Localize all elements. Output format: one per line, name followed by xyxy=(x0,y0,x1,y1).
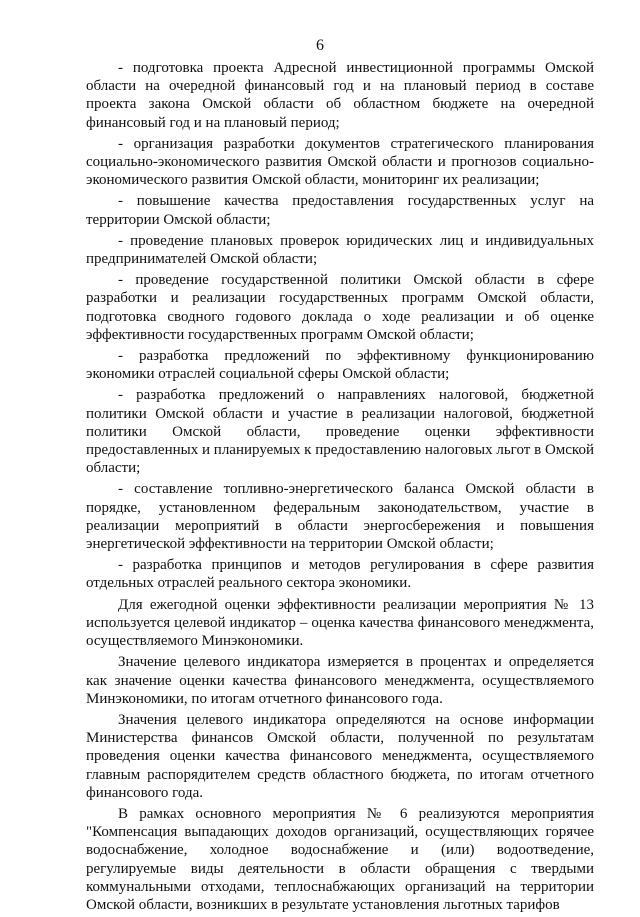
paragraph: - разработка предложений по эффективному функционированию экономики отраслей социальной сферы Омской области; xyxy=(86,348,594,383)
paragraph: - разработка принципов и методов регулирования в сфере развития отдельных отраслей реального сектора экономики. xyxy=(86,557,594,592)
paragraph: В рамках основного мероприятия № 6 реализуются мероприятия "Компенсация выпадающих доходов организаций, осуществляющих горячее водоснабжение, холодное водоснабжение и (или) водоотведение, регулируемые виды деятельности в области обращения с твердыми коммунальными отходами, теплоснабжающих организаций на территории Омской области, возникших в результате установления льготных тарифов xyxy=(86,805,594,913)
paragraph: Значение целевого индикатора измеряется в процентах и определяется как значение оценки качества финансового менеджмента, осуществляемого Минэкономики, по итогам отчетного финансового года. xyxy=(86,654,594,707)
paragraph: - организация разработки документов стратегического планирования социально-экономического развития Омской области и прогнозов социально-экономического развития Омской области, мониторинг их реализации; xyxy=(86,135,594,189)
page-number: 6 xyxy=(316,37,324,54)
document-body xyxy=(86,59,594,917)
paragraph: - проведение государственной политики Омской области в сфере разработки и реализации государственных программ Омской области, подготовка сводного годового доклада о ходе реализации и об оценке эффективности государственных программ Омской области; xyxy=(86,272,594,343)
paragraph: Значения целевого индикатора определяются на основе информации Министерства финансов Омской области, полученной по результатам проведения оценки качества финансового менеджмента, осуществляемого главным распорядителем средств областного бюджета, по итогам отчетного финансового года. xyxy=(86,711,594,801)
paragraph: - повышение качества предоставления государственных услуг на территории Омской области; xyxy=(86,193,594,228)
paragraph: - разработка предложений о направлениях налоговой, бюджетной политики Омской области и участие в реализации налоговой, бюджетной политики Омской области, проведение оценки эффективности предоставленных и планируемых к предоставлению налоговых льгот в Омской области; xyxy=(86,387,594,477)
paragraph: - составление топливно-энергетического баланса Омской области в порядке, установленном федеральным законодательством, участие в реализации мероприятий в области энергосбережения и повышения энергетической эффективности на территории Омской области; xyxy=(86,481,594,553)
paragraph: Для ежегодной оценки эффективности реализации мероприятия № 13 используется целевой индикатор – оценка качества финансового менеджмента, осуществляемого Минэкономики. xyxy=(86,596,594,650)
paragraph: - подготовка проекта Адресной инвестиционной программы Омской области на очередной финансовый год и на плановый период в составе проекта закона Омской области об областном бюджете на очередной финансовый год и на плановый период; xyxy=(86,60,594,131)
paragraph: - проведение плановых проверок юридических лиц и индивидуальных предпринимателей Омской области; xyxy=(86,232,594,268)
